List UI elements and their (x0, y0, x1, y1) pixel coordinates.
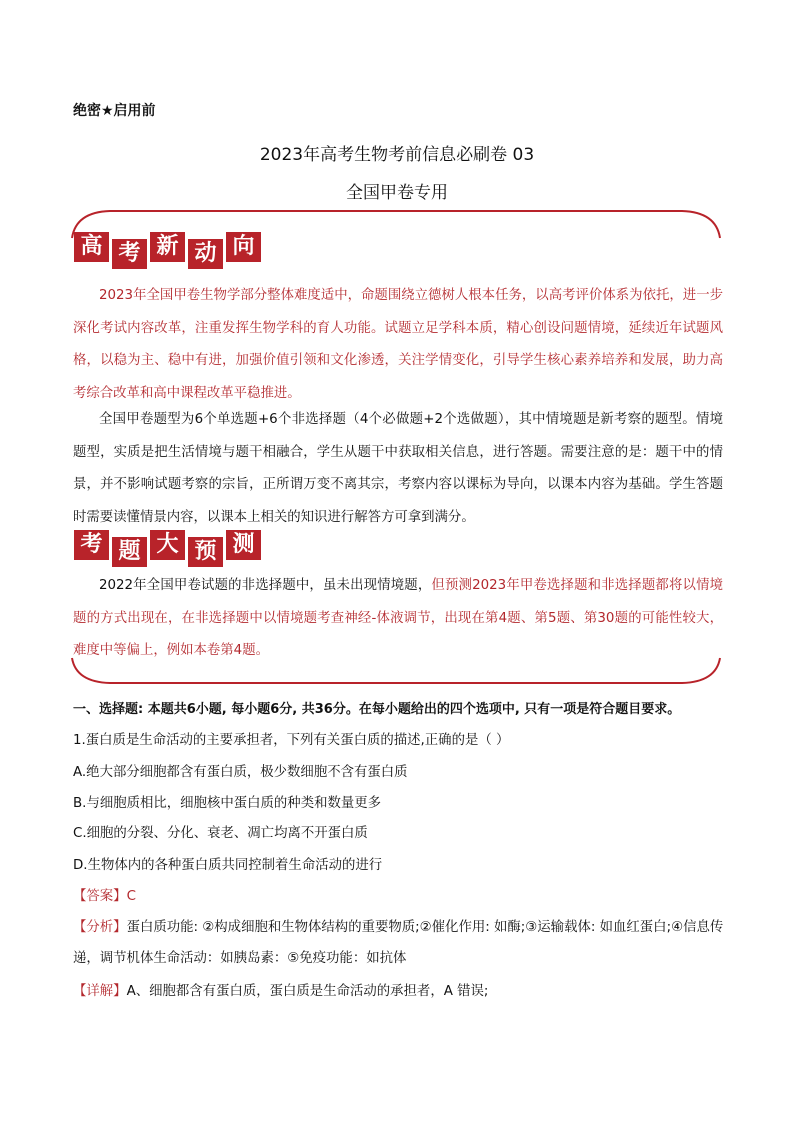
badge-char: 高 (74, 232, 109, 262)
analysis-text: 蛋白质功能: ②构成细胞和生物体结构的重要物质;②催化作用: 如酶;③运输载体: 如血红蛋白;④信息传递，调节机体生命活动：如胰岛素：⑤免疫功能：如抗体 (73, 920, 724, 966)
option-a: A.绝大部分细胞都含有蛋白质，极少数细胞不含有蛋白质 (73, 765, 408, 780)
analysis-tag: 【分析】 (73, 920, 127, 935)
badge-char: 题 (112, 537, 147, 567)
page-title: 2023年高考生物考前信息必刷卷 03 (259, 145, 535, 165)
badge-char: 大 (150, 530, 185, 560)
section-badge-new-trends (74, 232, 261, 269)
badge-char: 测 (226, 530, 261, 560)
detail-line (73, 976, 733, 1008)
question-stem: 1.蛋白质是生命活动的主要承担者，下列有关蛋白质的描述,正确的是（ ） (73, 733, 510, 748)
badge-char: 新 (150, 232, 185, 262)
option-b: B.与细胞质相比，细胞核中蛋白质的种类和数量更多 (73, 796, 382, 811)
option-d: D.生物体内的各种蛋白质共同控制着生命活动的进行 (73, 858, 383, 873)
badge-char: 向 (226, 232, 261, 262)
option-c: C.细胞的分裂、分化、衰老、凋亡均离不开蛋白质 (73, 826, 368, 841)
prediction-text-black: 2022年全国甲卷试题的非选择题中，虽未出现情境题， (99, 578, 432, 593)
badge-char: 考 (112, 239, 147, 269)
detail-text: A、细胞都含有蛋白质，蛋白质是生命活动的承担者，A 错误; (126, 984, 489, 999)
prediction-text-red: 但预测2023年甲卷选择题和非选择题都将以情境题的方式出现在，在非选择题中以情境题考查神经-体液调节，出现在第4题、第5题、第30题的可能性较大，难度中等偏上，例如本卷第4题。 (73, 578, 724, 659)
answer-line (73, 881, 733, 913)
detail-tag: 【详解】 (73, 984, 127, 999)
prediction-paragraph (73, 570, 723, 668)
badge-char: 预 (188, 537, 223, 567)
section-badge-predictions (74, 530, 261, 567)
answer-value: C (126, 889, 136, 904)
trend-paragraph-2: 全国甲卷题型为6个单选题+6个非选择题（4个必做题+2个选做题），其中情境题是新考察的题型。情境题型，实质是把生活情境与题干相融合，学生从题干中获取相关信息，进行答题。需要注意的是：题干中的情景，并不影响试题考察的宗旨，正所谓万变不离其宗，考察内容以课标为导向，以课本内容为基础。学生答题时需要读懂情景内容，以课本上相关的知识进行解答方可拿到满分。 (73, 412, 723, 525)
bottom-arc-divider (70, 656, 722, 686)
trend-paragraph-1: 2023年全国甲卷生物学部分整体难度适中，命题围绕立德树人根本任务，以高考评价体系为依托，进一步深化考试内容改革，注重发挥生物学科的育人功能。试题立足学科本质，精心创设问题情境，延续近年试题风格，以稳为主、稳中有进，加强价值引领和文化渗透，关注学情变化，引导学生核心素养培养和发展，助力高考综合改革和高中课程改革平稳推进。 (73, 288, 723, 401)
section-heading: 一、选择题: 本题共6小题, 每小题6分, 共36分。在每小题给出的四个选项中, 只有一项是符合题目要求。 (73, 702, 681, 717)
badge-char: 动 (188, 239, 223, 269)
secret-mark: 绝密★启用前 (73, 103, 156, 119)
page-subtitle: 全国甲卷专用 (346, 183, 448, 203)
answer-tag: 【答案】 (73, 889, 127, 904)
analysis-block (73, 912, 737, 974)
badge-char: 考 (74, 530, 109, 560)
